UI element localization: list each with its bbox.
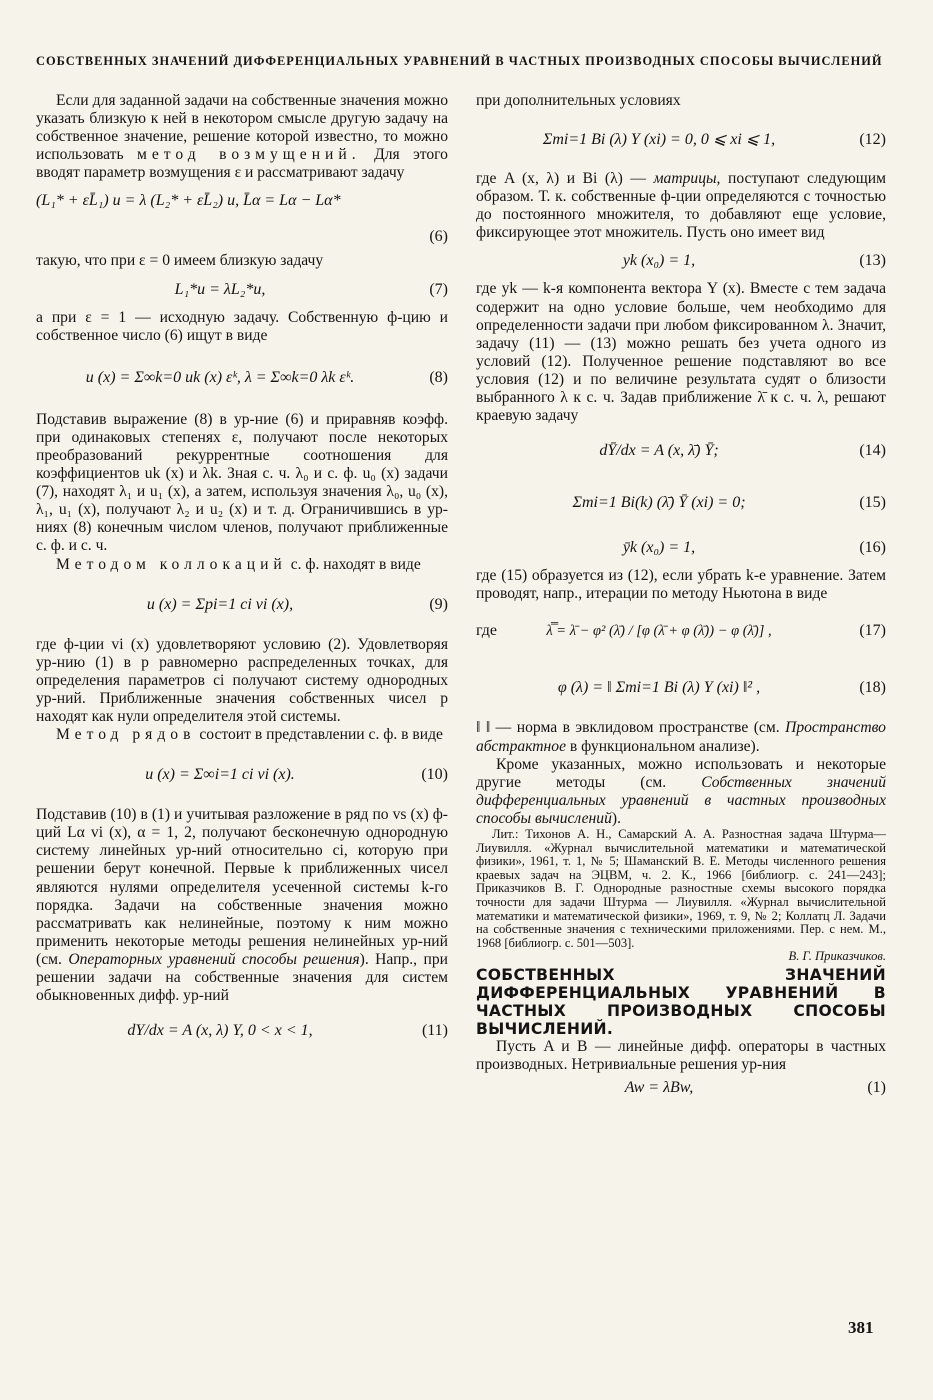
equation-9: u (x) = Σpi=1 ci vi (x), (9) (146, 595, 448, 613)
equation-18: φ (λ) = ‖ Σmi=1 Bi (λ) Y (xi) ‖² , (18) (557, 679, 886, 697)
equation-13: yk (x₀) = 1, (13) (622, 252, 886, 270)
article-title: СОБСТВЕННЫХ ЗНАЧЕНИЙ ДИФФЕРЕНЦИАЛЬНЫХ УРАВНЕНИЙ В ЧАСТНЫХ ПРОИЗВОДНЫХ СПОСОБЫ ВЫЧИСЛЕНИЙ. (476, 965, 886, 1038)
page-number: 381 (848, 1318, 874, 1337)
paragraph: ‖ ‖ — норма в эвклидовом пространстве (см. Пространство абстрактное в функциональном анализе). (476, 719, 886, 755)
paragraph: Метод рядов состоит в представлении с. ф. в виде (56, 726, 443, 744)
running-header: СОБСТВЕННЫХ ЗНАЧЕНИЙ ДИФФЕРЕНЦИАЛЬНЫХ УРАВНЕНИЙ В ЧАСТНЫХ ПРОИЗВОДНЫХ СПОСОБЫ ВЫЧИСЛЕНИЙ (36, 54, 883, 68)
left-column (36, 92, 448, 1057)
paragraph: такую, что при ε = 0 имеем близкую задачу (36, 252, 324, 270)
equation-10: u (x) = Σ∞i=1 ci vi (x). (10) (145, 766, 448, 784)
equation-12: Σmi=1 Bi (λ) Y (xi) = 0, 0 ⩽ xi ⩽ 1, (12) (542, 131, 886, 149)
paragraph: а при ε = 1 — исходную задачу. Собственную ф-цию и собственное число (6) ищут в виде (36, 308, 448, 344)
paragraph: где ф-ции vi (x) удовлетворяют условию (2). Удовлетворяя ур-нию (1) в p равномерно распределенных точках, для определения параметров ci получают систему однородных ур-ний. Приближенные значения собственных чисел p находят как нули определителя этой системы. (36, 635, 448, 725)
paragraph: Подставив (10) в (1) и учитывая разложение в ряд по vs (x) ф-ций Lα vi (x), α = 1, 2, получают бесконечную однородную систему линейных ур-ний относительно ci, которую при решении берут конечной. Первые k приближенных чисел являются нулями определителя усеченной системы k-го порядка. Задачи на собственные значения можно рассматривать как нелинейные, поэтому к ним можно применить некоторые методы решения нелинейных ур-ний (см. Операторных уравнений способы решения). Напр., при решении задачи на собственные значения для систем обыкновенных дифф. ур-ний (36, 806, 448, 1005)
equation-8: u (x) = Σ∞k=0 uk (x) εᵏ, λ = Σ∞k=0 λk εᵏ. (8) (85, 368, 448, 386)
paragraph: Кроме указанных, можно использовать и некоторые другие методы (см. Собственных значений дифференциальных уравнений в частных производных способы вычислений). (476, 755, 886, 827)
equation-6: (L₁* + εL̄₁) u = λ (L₂* + εL̄₂) u, L̄α = Lα − Lα* (6) (36, 192, 448, 246)
bibliography: Лит.: Тихонов А. Н., Самарский А. А. Разностная задача Штурма—Лиувилля. «Журнал вычислительной математики и математической физики», 1961, т. 1, № 5; Шаманский В. Е. Методы численного решения краевых задач на ЭЦВМ, ч. 2. К., 1966 [библиогр. с. 241—243]; Приказчиков В. Г. Однородные разностные схемы высокого порядка точности для задачи Штурма — Лиувилля. «Журнал вычислительной математики и математической физики», 1969, т. 9, № 2; Коллатц Л. Задачи на собственные значения с техническими приложениями. Пер. с нем. М., 1968 [библиогр. с. 501—503]. В. Г. Приказчиков. (476, 826, 886, 964)
right-column (476, 92, 886, 1102)
equation-1: Aw = λBw, (1) (624, 1079, 886, 1097)
equation-11: dY/dx = A (x, λ) Y, 0 < x < 1, (11) (127, 1022, 448, 1040)
paragraph: при дополнительных условиях (476, 92, 681, 109)
paragraph: где yk — k-я компонента вектора Y (x). Вместе с тем задача содержит на одно условие больше, чем необходимо для определенности задачи при любом фиксированном λ. Значит, задачу (11) — (13) можно решать без учета одного из условий (12). Полученное решение подставляют во все условия (12) и по величине результата судят о близости выбранного λ к с. ч. Задав приближение λ̄ к с. ч. λ, решают краевую задачу (476, 280, 886, 425)
equation-17: где λ̿ = λ̄ − φ² (λ̄) / [φ (λ̄ + φ (λ̄)) − φ (λ̄)] , (17) (476, 622, 886, 640)
equation-14: dȲ/dx = A (x, λ̄) Ȳ; (14) (599, 442, 886, 460)
paragraph: где (15) образуется из (12), если убрать k-е уравнение. Затем проводят, напр., итерации по методу Ньютона в виде (476, 567, 886, 603)
paragraph: Подставив выражение (8) в ур-ние (6) и приравняв коэфф. при одинаковых степенях ε, получают после некоторых преобразований рекуррентные соотношения для коэффициентов uk (x) и λk. Зная с. ч. λ₀ и с. ф. u₀ (x) задачи (7), находят λ₁ и u₁ (x), а затем, используя значения λ₀, u₀ (x), λ₁, u₁ (x), получают λ₂ и u₂ (x) и т. д. Ограничившись в ур-ниях (8) конечным числом членов, получают приближенные с. ф. и с. ч. (36, 410, 448, 555)
paragraph: Пусть A и B — линейные дифф. операторы в частных производных. Нетривиальные решения ур-ния (476, 1037, 886, 1073)
paragraph: Если для заданной задачи на собственные значения можно указать близкую к ней в некотором смысле другую задачу на собственное значение, решение которой известно, то можно использовать метод возмущений. Для этого вводят параметр возмущения ε и рассматривают задачу (36, 92, 448, 182)
equation-15: Σmi=1 Bi(k) (λ̄) Ȳ (xi) = 0; (15) (572, 494, 886, 512)
paragraph: Методом коллокаций с. ф. находят в виде (56, 555, 421, 573)
equation-16: ȳk (x₀) = 1, (16) (622, 539, 886, 557)
equation-7: L₁*u = λL₂*u, (7) (174, 280, 448, 298)
paragraph: где A (x, λ) и Bi (λ) — матрицы, поступают следующим образом. Т. к. собственные ф-ции определяются с точностью до постоянного множителя, то добавляют еще условие, фиксирующее этот множитель. Пусть оно имеет вид (476, 170, 886, 242)
author-signature: В. Г. Приказчиков. (788, 949, 886, 964)
